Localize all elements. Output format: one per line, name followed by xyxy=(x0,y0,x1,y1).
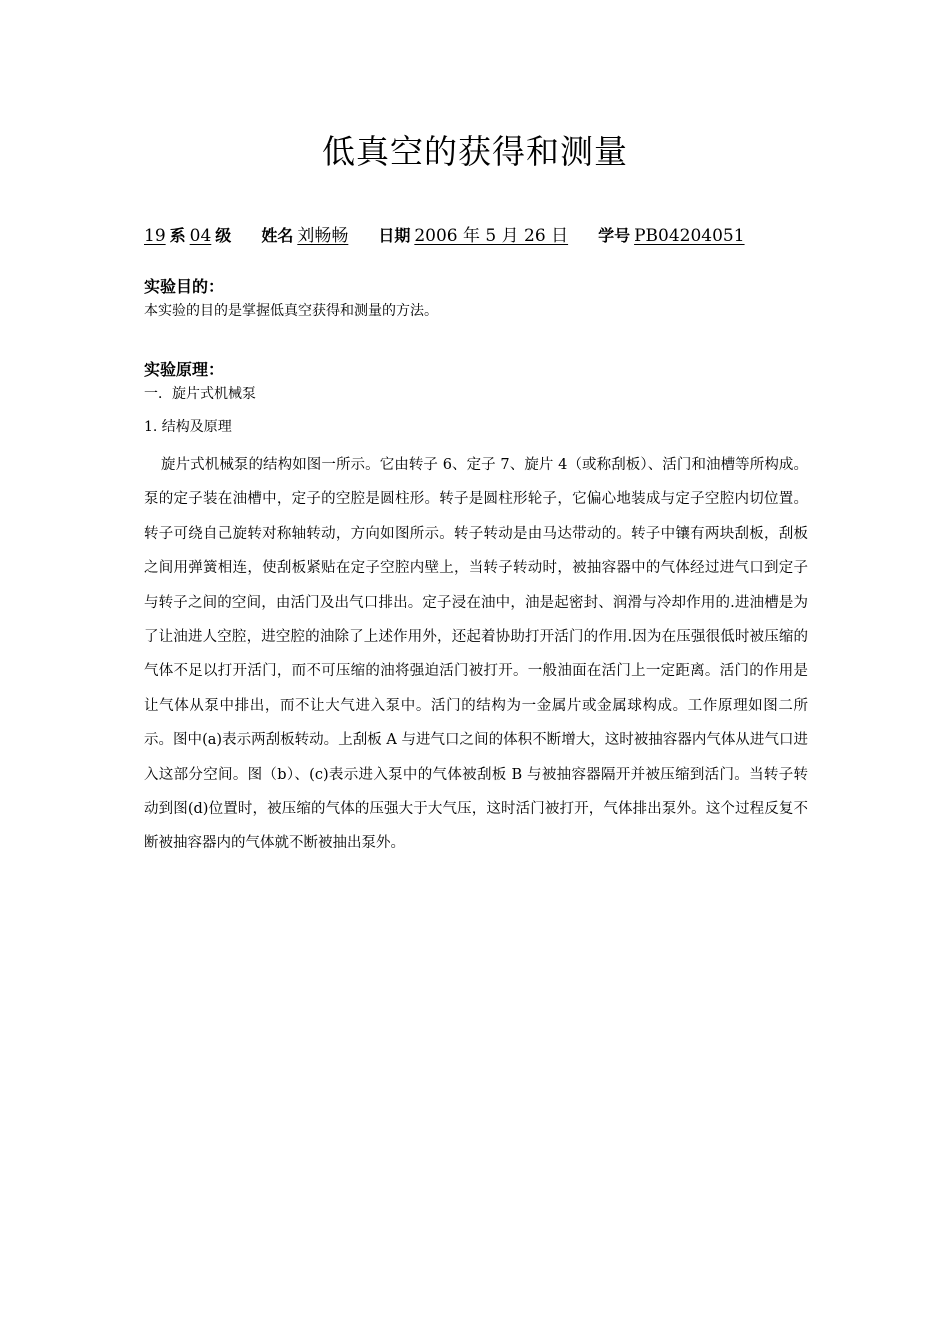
department-label: 系 xyxy=(169,226,186,245)
student-id-value: PB04204051 xyxy=(634,226,745,246)
principle-paragraph: 旋片式机械泵的结构如图一所示。它由转子 6、定子 7、旋片 4（或称刮板）、活门和油槽等所构成。泵的定子装在油槽中，定子的空腔是圆柱形。转子是圆柱形轮子，它偏心地装成与定子空腔内切位置。转子可绕自己旋转对称轴转动，方向如图所示。转子转动是由马达带动的。转子中镶有两块刮板，刮板之间用弹簧相连，使刮板紧贴在定子空腔内壁上，当转子转动时，被抽容器中的气体经过进气口到定子与转子之间的空间，由活门及出气口排出。定子浸在油中，油是起密封、润滑与冷却作用的.进油槽是为了让油进人空腔，进空腔的油除了上述作用外，还起着协助打开活门的作用.因为在压强很低时被压缩的气体不足以打开活门，而不可压缩的油将强迫活门被打开。一般油面在活门上一定距离。活门的作用是让气体从泵中排出，而不让大气进入泵中。活门的结构为一金属片或金属球构成。工作原理如图二所示。图中(a)表示两刮板转动。上刮板 A 与进气口之间的体积不断增大，这时被抽容器内气体从进气口进入这部分空间。图（b）、(c)表示进入泵中的气体被刮板 B 与被抽容器隔开并被压缩到活门。当转子转动到图(d)位置时，被压缩的气体的压强大于大气压，这时活门被打开，气体排出泵外。这个过程反复不断被抽容器内的气体就不断被抽出泵外。 xyxy=(144,457,808,852)
subsection-heading-structure: 1. 结构及原理 xyxy=(144,419,232,435)
purpose-text: 本实验的目的是掌握低真空获得和测量的方法。 xyxy=(144,303,438,319)
principle-heading: 实验原理： xyxy=(144,360,225,379)
department-number: 19 xyxy=(144,226,166,246)
section-heading-rotary-pump: 一．旋片式机械泵 xyxy=(144,386,256,402)
name-label: 姓名 xyxy=(261,226,294,245)
student-id-label: 学号 xyxy=(598,226,631,245)
date-value: 2006 年 5 月 26 日 xyxy=(414,226,569,246)
grade-label: 级 xyxy=(215,226,232,245)
purpose-heading: 实验目的： xyxy=(144,277,225,296)
name-value: 刘畅畅 xyxy=(297,226,349,246)
student-info-line xyxy=(144,223,824,249)
grade-number: 04 xyxy=(189,226,212,246)
page-title: 低真空的获得和测量 xyxy=(322,132,628,171)
date-label: 日期 xyxy=(378,226,411,245)
